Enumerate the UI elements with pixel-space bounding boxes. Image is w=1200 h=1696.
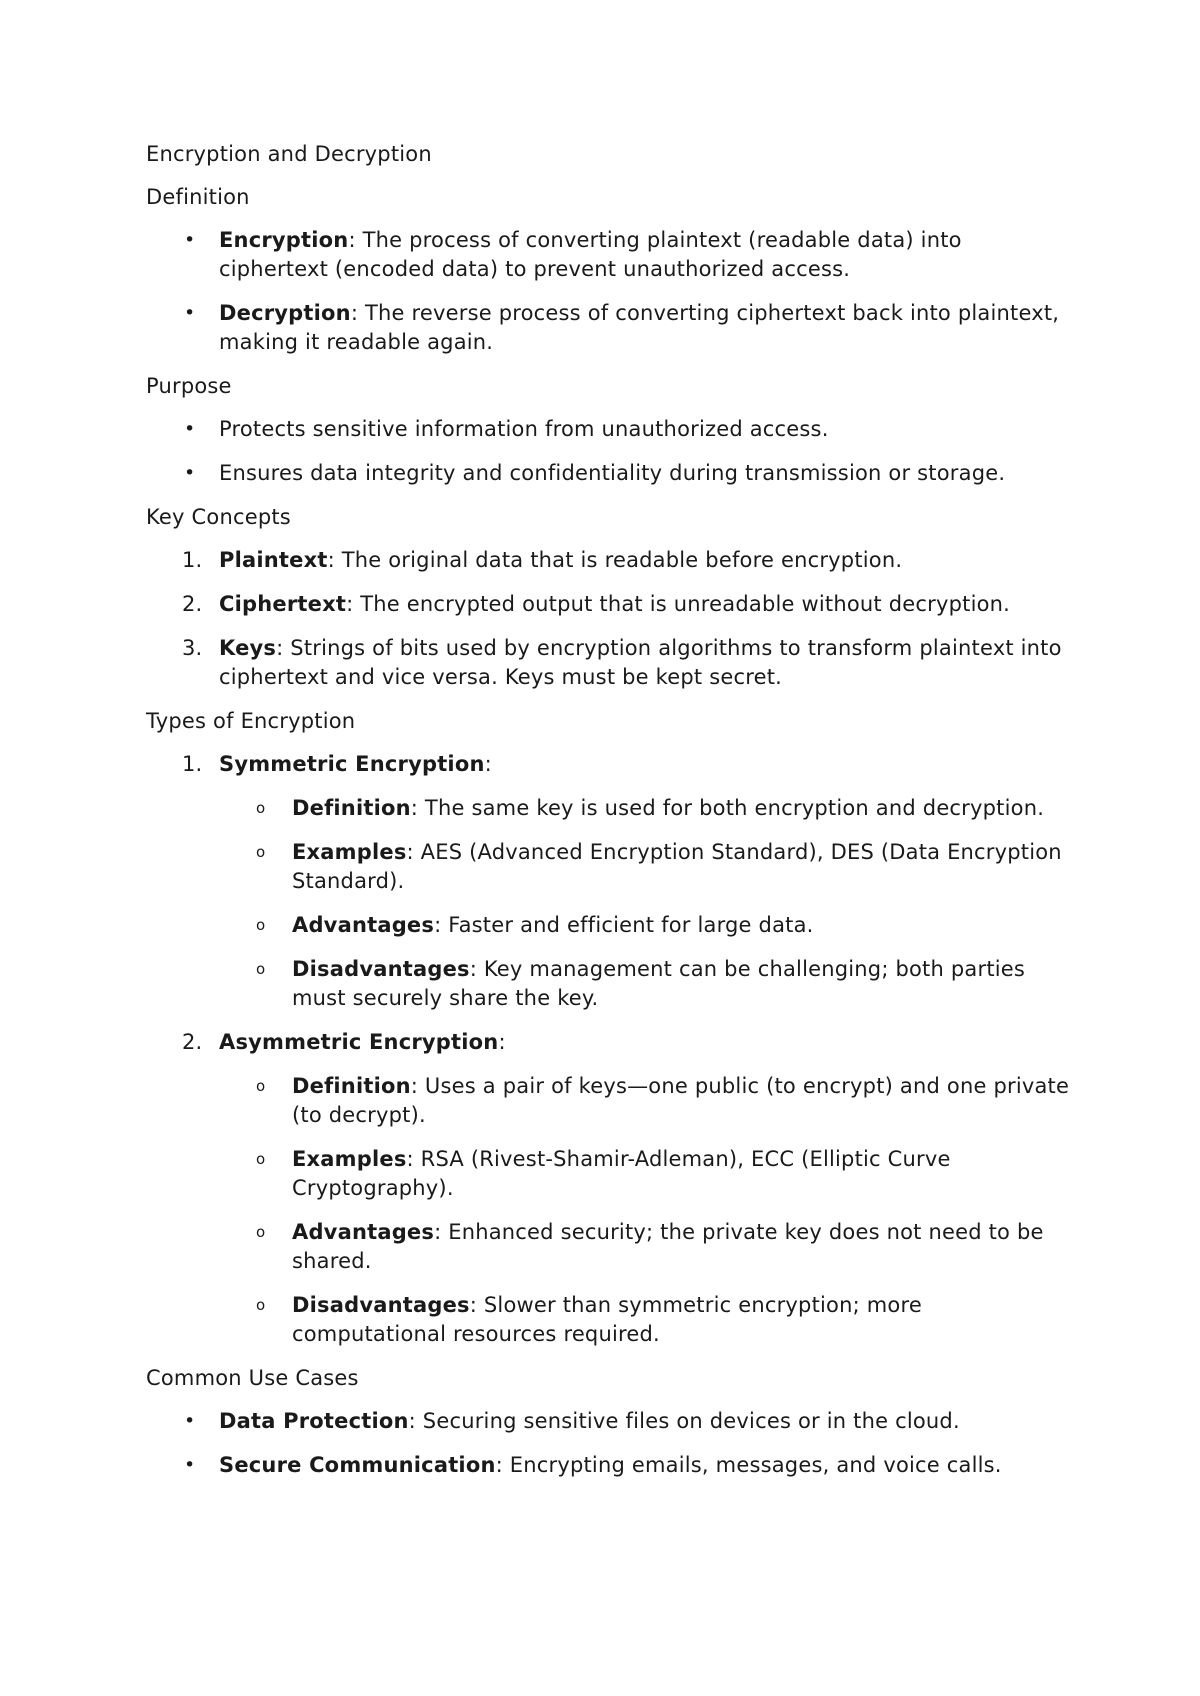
section-heading-use-cases: Common Use Cases: [146, 1366, 359, 1390]
item-text: : RSA (Rivest-Shamir-Adleman), ECC (Elliptic Curve Cryptography).: [292, 1147, 951, 1200]
section-key-concepts: [146, 503, 1076, 692]
term-label: Examples: [292, 840, 407, 864]
list-number: 3.: [182, 636, 203, 660]
term-label: Definition: [292, 1074, 411, 1098]
term-label: Definition: [292, 796, 411, 820]
section-types: [146, 707, 1076, 1349]
section-definition: [146, 183, 1076, 357]
item-text: : The reverse process of converting ciphertext back into plaintext, making it readable again.: [219, 301, 1060, 354]
sublist-item: [219, 1145, 1076, 1203]
term-label: Keys: [219, 636, 277, 660]
bullet-marker: •: [184, 1410, 196, 1432]
bullet-marker: •: [184, 229, 196, 251]
section-use-cases: [146, 1364, 1076, 1480]
document-title: Encryption and Decryption: [146, 142, 432, 166]
sub-bullet-marker: o: [256, 843, 266, 861]
item-text: : The encrypted output that is unreadable without decryption.: [346, 592, 1011, 616]
item-text: : The same key is used for both encryption and decryption.: [410, 796, 1045, 820]
term-label: Plaintext: [219, 548, 328, 572]
section-purpose: [146, 372, 1076, 488]
term-label: Decryption: [219, 301, 351, 325]
list-item: [146, 546, 1076, 575]
bullet-marker: •: [184, 1454, 196, 1476]
item-text: Ensures data integrity and confidentiality during transmission or storage.: [219, 461, 1006, 485]
key-concepts-list: [146, 546, 1076, 692]
use-cases-list: [146, 1407, 1076, 1480]
sub-bullet-marker: o: [256, 1077, 266, 1095]
section-heading-definition: Definition: [146, 185, 250, 209]
symmetric-sublist: [219, 794, 1076, 1013]
definition-list: [146, 226, 1076, 357]
item-text: : Encrypting emails, messages, and voice calls.: [495, 1453, 1002, 1477]
list-item: [146, 750, 1076, 1013]
term-label: Symmetric Encryption: [219, 752, 485, 776]
item-text: :: [498, 1030, 506, 1054]
sub-bullet-marker: o: [256, 1296, 266, 1314]
sublist-item: [219, 911, 1076, 940]
asymmetric-sublist: [219, 1072, 1076, 1349]
item-text: : Securing sensitive files on devices or in the cloud.: [408, 1409, 960, 1433]
item-text: : Key management can be challenging; both parties must securely share the key.: [292, 957, 1026, 1010]
sublist-item: [219, 955, 1076, 1013]
types-list: [146, 750, 1076, 1349]
list-item: [146, 226, 1076, 284]
term-label: Secure Communication: [219, 1453, 496, 1477]
list-item: [146, 634, 1076, 692]
item-text: : AES (Advanced Encryption Standard), DES (Data Encryption Standard).: [292, 840, 1062, 893]
term-label: Encryption: [219, 228, 349, 252]
sublist-item: [219, 1291, 1076, 1349]
sublist-item: [219, 1218, 1076, 1276]
list-item: [146, 1407, 1076, 1436]
document-page: [146, 140, 1076, 1495]
sub-bullet-marker: o: [256, 1150, 266, 1168]
sublist-item: [219, 1072, 1076, 1130]
sub-bullet-marker: o: [256, 1223, 266, 1241]
section-heading-types: Types of Encryption: [146, 709, 356, 733]
item-text: :: [484, 752, 492, 776]
term-label: Advantages: [292, 1220, 435, 1244]
list-item: [146, 299, 1076, 357]
term-label: Examples: [292, 1147, 407, 1171]
sub-bullet-marker: o: [256, 916, 266, 934]
item-text: Protects sensitive information from unauthorized access.: [219, 417, 829, 441]
item-text: : Uses a pair of keys—one public (to encrypt) and one private (to decrypt).: [292, 1074, 1070, 1127]
item-text: : Slower than symmetric encryption; more computational resources required.: [292, 1293, 922, 1346]
list-number: 1.: [182, 752, 203, 776]
list-item: [146, 1451, 1076, 1480]
list-number: 2.: [182, 1030, 203, 1054]
bullet-marker: •: [184, 418, 196, 440]
bullet-marker: •: [184, 302, 196, 324]
term-label: Asymmetric Encryption: [219, 1030, 499, 1054]
sub-bullet-marker: o: [256, 799, 266, 817]
sublist-item: [219, 794, 1076, 823]
term-label: Advantages: [292, 913, 435, 937]
list-item: [146, 459, 1076, 488]
term-label: Disadvantages: [292, 957, 470, 981]
section-heading-purpose: Purpose: [146, 374, 232, 398]
term-label: Ciphertext: [219, 592, 347, 616]
item-text: : The original data that is readable before encryption.: [327, 548, 903, 572]
item-text: : Enhanced security; the private key does not need to be shared.: [292, 1220, 1044, 1273]
item-text: : Strings of bits used by encryption algorithms to transform plaintext into ciphertext and vice versa. Keys must be kept secret.: [219, 636, 1062, 689]
term-label: Data Protection: [219, 1409, 409, 1433]
item-text: : Faster and efficient for large data.: [434, 913, 814, 937]
list-item: [146, 415, 1076, 444]
item-text: : The process of converting plaintext (readable data) into ciphertext (encoded data) to prevent unauthorized access.: [219, 228, 962, 281]
term-label: Disadvantages: [292, 1293, 470, 1317]
list-item: [146, 590, 1076, 619]
list-item: [146, 1028, 1076, 1349]
section-heading-key-concepts: Key Concepts: [146, 505, 291, 529]
sublist-item: [219, 838, 1076, 896]
bullet-marker: •: [184, 462, 196, 484]
sub-bullet-marker: o: [256, 960, 266, 978]
list-number: 2.: [182, 592, 203, 616]
purpose-list: [146, 415, 1076, 488]
list-number: 1.: [182, 548, 203, 572]
